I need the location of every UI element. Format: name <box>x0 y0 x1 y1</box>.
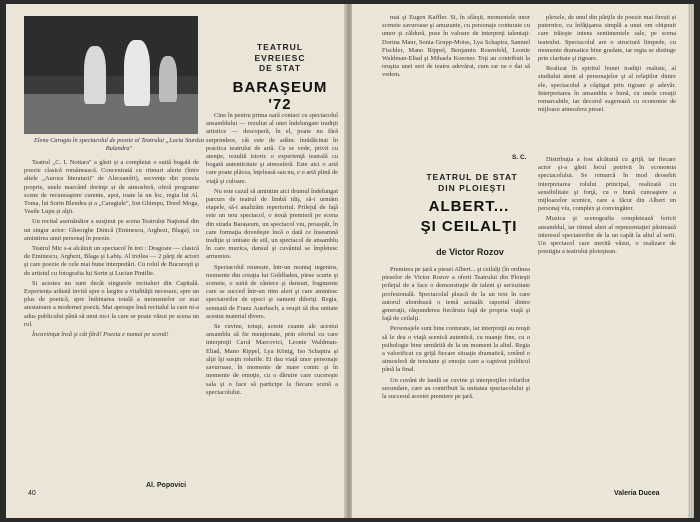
page-edge <box>688 4 694 518</box>
magazine-spread <box>6 4 694 518</box>
article-column-2: Cine în pentru prima oară contact cu spectacolul ansamblului — rezultat al unei îndelungate tradiţii artistice — descoperă, în el, poate nu fără surprindere, cât este de adânc înrădăcinat în practica teatrului de artă. Ce se vede, privit cu atenţie, rezultă istoric o experienţă teatrală cu bogată autenticitate şi atmosferă. Este aici o artă care poate plăcea, înţeleasă sau nu, e o artă plină de viaţă şi culoare. Nu este cazul să amintim aici drumul îndelungat parcurs de teatrul de limbă idiş, să-i urmăm etapele, să-i analizăm repertoriul. Prilejul de faţă este un nou spectacol, o nouă premieră pe scena din strada Barașeum, un spectacol viu, proaspăt, în care formaţia dovedeşte încă o dată ce înseamnă tradiţie și unitate de stil, un spectacol de ansamblu în care muzica, dansul şi cuvântul se împletesc armonios. Spectacolul reunește, într-un montaj ingenios, momente din creaţia lui Goldfaden, piese scurte şi scenete, o suită de cântece şi dansuri, fragmente care se succed într-un ritm alert şi care amintesc spectatorilor de epoci şi oameni diferiţi. Regia, semnată de Franz Auerbach, a reuşit să dea unitate acestui material divers. Se cuvine, totuşi, aceste cuante ale acestui ansamblu să fie menţionate, prin efortul cu care interpreţii Carol Marcovici, Leonie Waldman-Eliad, Mano Rippel, Lya König, Iso Schapira şi alţii îşi susţin rolurile. Ei dau viaţă unor personaje savuroase, în momente de mare comic şi în momente de emoţie, cu o dăruire care cucereşte sala şi o face să participe la fiecare scenă a spectacolului. <box>206 112 338 396</box>
article-column-1: Teatrul „C. I. Nottara" a găsit și a completat o suită bogată de poezie clasică românească. Concentrată cu ritmuri alerte (între altele „Aurora literaturii" de Alecsandri), secvențe din poezia proprie, unele marcând dorinţe și de atmosferă, oferă programe scene de recunoaştere curente, apoi, toate la un loc, regia lui Al. Toma, lui Sorin Blendea și a „Caragiale", Ion Ghimpu, Dorel Moga, Vasile Lupu și alţii. Un recital asemănător a susţinut pe scena Teatrului Naţional din un singur actor: Gheorghe Dinică (Eminescu, Arghezi, Blaga), cu amintirea unui personaj în poezie. Teatrul Mic s-a alcătuit un spectacol în trei : Dragoste — clasică de Eminescu, Arghezi, Blaga şi Labiș. Al treilea — 2 părţi de actori şi care poezie de cele mai bune interpretări. Cu rolul de Bucureşti şi de artistul cu fotografia lui Sorin și Lucian Pintilie. Si acestea nu sunt decât singurele recitaluri din Capitală. Experiența arătată invită spre o largire a vitalităţii necesare, spre un plus de poetică, spre îmbinarea totală a momentelor ce mai atestatoare a modernei poezii. Mai aproape însă recitalul la care ni-a adus publicului până să unui nu-i la care se poate văzut pe scena un rol. Încuviinţat însă şi cât fără! Poezia e numai pe scenă! <box>24 159 199 339</box>
signature-ducea: Valeria Ducea <box>614 490 660 497</box>
right-heading-title: ALBERT... ŞI CEILALŢI <box>420 198 518 235</box>
right-page <box>352 4 694 518</box>
signature-sc: S. C. <box>512 154 527 161</box>
signature-popovici: Al. Popovici <box>146 482 187 489</box>
page-number: 40 <box>28 490 36 497</box>
right-column-1-top: mai şi Eugen Kaffler. Si, în sfârşit, momentele unor scenete savuroase şi amuzante, cu personaje conturate cu umor şi căldură, puse în valoare de interpreţi talentaţi: Dorina Maur, Sonia Grupp-Moiss, Lya Schapira, Samuel Fischler, Mano Rippel, Benjamin Rosenfeld, Leonie Waldman-Eliad şi Mihaela Koerner. Toţi au contribuit la reuşita unei seri de teatru adevărat, cum rar ne e dat să vedem. <box>382 14 530 79</box>
photo-caption: Elena Caragiu în spectacolul de poezie al Teatrului „Lucia Sturdza Bulandra" <box>33 137 205 152</box>
stage-photo <box>24 16 198 134</box>
right-heading-small: TEATRUL DE STAT DIN PLOIEŞTI <box>426 172 518 193</box>
right-column-2-bottom: Distribuţia a fost alcătuită cu grijă, iar fiecare actor şi-a găsit locul potrivit în economia spectacolului. Se remarcă în mod deosebit interpretarea rolului principal, realizată cu sensibilitate şi forţă, cu o bună cunoaştere a mijloacelor scenice, care a făcut din Albert un personaj viu, complex şi convingător. Muzica şi scenografia completează fericit ansamblul, iar ritmul alert al reprezentaţiei păstrează interesul spectatorilor de la un capăt la altul al serii. Un spectacol care merită văzut, o realizare de prestigiu a teatrului ploieştean. <box>538 156 676 256</box>
left-page <box>6 4 346 518</box>
heading-title: BARAŞEUM '72 <box>232 79 328 113</box>
right-column-2-top: plexele, de unul din părţile de poezie mai firești și puternice, cu înfăţişarea simplă a unui om obişnuit care trăieşte intens sentimentele sale, pe scena teatrului. Spectacolul are o structură limpede, cu momente dramatice bine gradate, iar regia se distinge prin claritate şi rigoare. Realizat în spiritul bunei tradiţii realiste, al studiului atent al personajelor şi al relaţiilor dintre ele, spectacolul a câştigat prin rigoare şi adevăr. Interpretarea în ansamblu e bună, cu unele creaţii remarcabile, iar decorul sugerează cu economie de mijloace atmosfera piesei. <box>538 14 676 114</box>
right-heading-author: de Victor Rozov <box>436 247 504 257</box>
right-column-1-bottom: Premiera pe țară a piesei Albert... şi ceilalţi (în ordinea pieselor de Victor Rozov a oferit Teatrului din Ploieşti prilejul de a face o demonstraţie de talent şi seriozitate profesională. Spectacolul pleacă de la un text în care autorul abordează o temă actuală: raportul dintre generaţii, răspunderea fiecăruia faţă de propria viaţă şi faţă de ceilalţi. Personajele sunt bine conturate, iar interpreţii au reuşit să le dea o viaţă scenică autentică, cu nuanţe fine, cu o psihologie bine urmărită de la un moment la altul. Regia a valorificat cu grijă fiecare situaţie dramatică, creând o atmosferă de tensiune şi emoţie care a captivat publicul până la final. Un cuvânt de laudă se cuvine şi interpreţilor rolurilor secundare, care au contribuit la unitatea spectacolului şi la succesul acestei premiere pe ţară. <box>382 266 530 401</box>
heading-small: TEATRUL EVREIESC DE STAT <box>254 42 306 73</box>
